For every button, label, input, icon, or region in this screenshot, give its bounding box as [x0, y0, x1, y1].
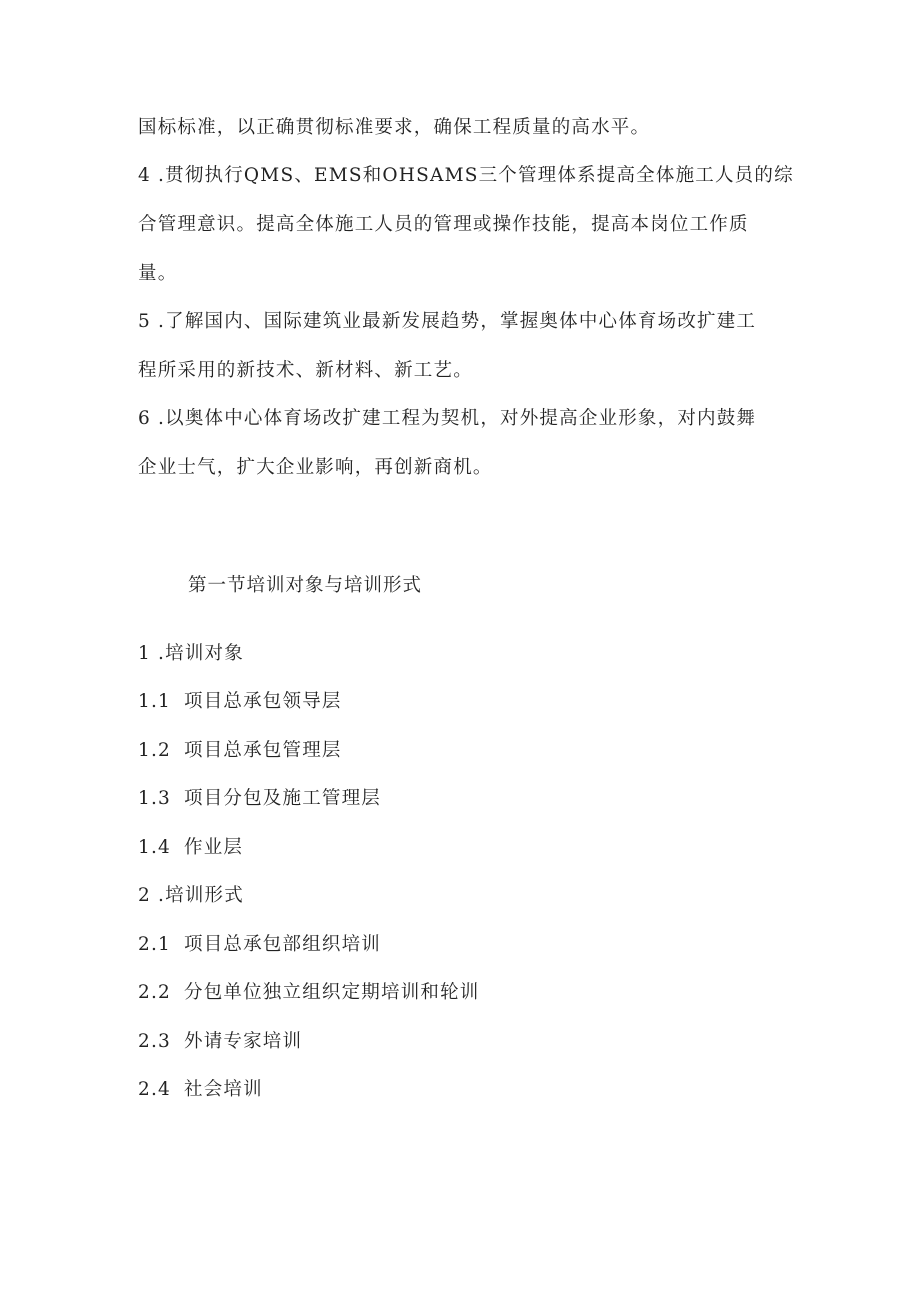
list-item-number: 2.4 [138, 1079, 172, 1100]
paragraph-line: 6 .以奥体中心体育场改扩建工程为契机，对外提高企业形象，对内鼓舞 [138, 408, 757, 429]
list-item-number: 1.3 [138, 788, 172, 809]
paragraph-line: 企业士气，扩大企业影响，再创新商机。 [138, 457, 493, 478]
list-item-number: 2.3 [138, 1031, 172, 1052]
paragraph-line: 4 .贯彻执行QMS、EMS和OHSAMS三个管理体系提高全体施工人员的综 [138, 165, 794, 186]
list-item [138, 836, 243, 860]
list-item [138, 690, 342, 714]
list-item: 1 .培训对象 [138, 643, 244, 664]
list-item [138, 1078, 263, 1102]
paragraph-line: 国标标准，以正确贯彻标准要求，确保工程质量的高水平。 [138, 117, 651, 138]
list-item [138, 787, 381, 811]
list-item-number: 2.1 [138, 934, 172, 955]
list-item-number: 1.4 [138, 837, 172, 858]
list-item [138, 981, 480, 1005]
list-item-text: 项目总承包部组织培训 [184, 934, 382, 955]
list-item-text: 项目总承包管理层 [184, 740, 342, 761]
list-item-number: 1.2 [138, 740, 172, 761]
list-item [138, 739, 342, 763]
list-item-text: 分包单位独立组织定期培训和轮训 [184, 982, 480, 1003]
paragraph-line: 程所采用的新技术、新材料、新工艺。 [138, 360, 473, 381]
list-item: 2 .培训形式 [138, 885, 244, 906]
list-item-text: 项目总承包领导层 [184, 691, 342, 712]
list-item [138, 933, 381, 957]
list-item-text: 社会培训 [184, 1079, 263, 1100]
list-item [138, 1030, 302, 1054]
list-item-text: 作业层 [184, 837, 244, 858]
list-item-number: 1.1 [138, 691, 172, 712]
section-heading: 第一节培训对象与培训形式 [188, 575, 423, 596]
paragraph-line: 合管理意识。提高全体施工人员的管理或操作技能，提高本岗位工作质 [138, 214, 749, 235]
list-item-text: 项目分包及施工管理层 [184, 788, 382, 809]
list-item-text: 外请专家培训 [184, 1031, 303, 1052]
paragraph-line: 5 .了解国内、国际建筑业最新发展趋势，掌握奥体中心体育场改扩建工 [138, 311, 757, 332]
list-item-number: 2.2 [138, 982, 172, 1003]
paragraph-line: 量。 [138, 263, 178, 284]
